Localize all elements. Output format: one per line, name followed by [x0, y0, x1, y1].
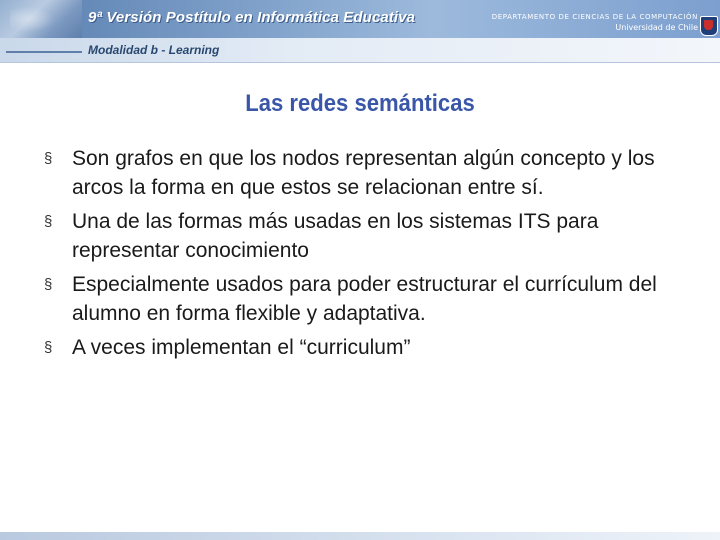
slide-title: Las redes semánticas — [245, 90, 475, 117]
bullet-marker-icon: § — [44, 339, 53, 356]
header-banner — [0, 0, 720, 38]
modality-label: Modalidad b - Learning — [88, 43, 220, 57]
bullet-item — [42, 333, 682, 362]
bullet-text: Son grafos en que los nodos representan algún concepto y los arcos la forma en que estos se relacionan entre sí. — [72, 147, 655, 199]
bullet-item — [42, 144, 682, 202]
bullet-list — [42, 144, 682, 367]
subheader-banner — [0, 38, 720, 63]
university-name: Universidad de Chile — [615, 23, 698, 32]
bullet-item — [42, 207, 682, 265]
bullet-marker-icon: § — [44, 276, 53, 293]
footer-band — [0, 532, 720, 540]
bullet-text: Especialmente usados para poder estructurar el currículum del alumno en forma flexible y adaptativa. — [72, 273, 657, 325]
bullet-marker-icon: § — [44, 150, 53, 167]
university-crest-icon — [700, 16, 718, 36]
bullet-marker-icon: § — [44, 213, 53, 230]
accent-line — [6, 51, 82, 53]
header-photo — [0, 0, 82, 38]
bullet-text: Una de las formas más usadas en los sistemas ITS para representar conocimiento — [72, 210, 599, 262]
bullet-text: A veces implementan el “curriculum” — [72, 336, 411, 359]
department-name: DEPARTAMENTO DE CIENCIAS DE LA COMPUTACIÓN — [491, 13, 698, 21]
bullet-item — [42, 270, 682, 328]
program-title: 9ª Versión Postítulo en Informática Educativa — [88, 9, 416, 26]
